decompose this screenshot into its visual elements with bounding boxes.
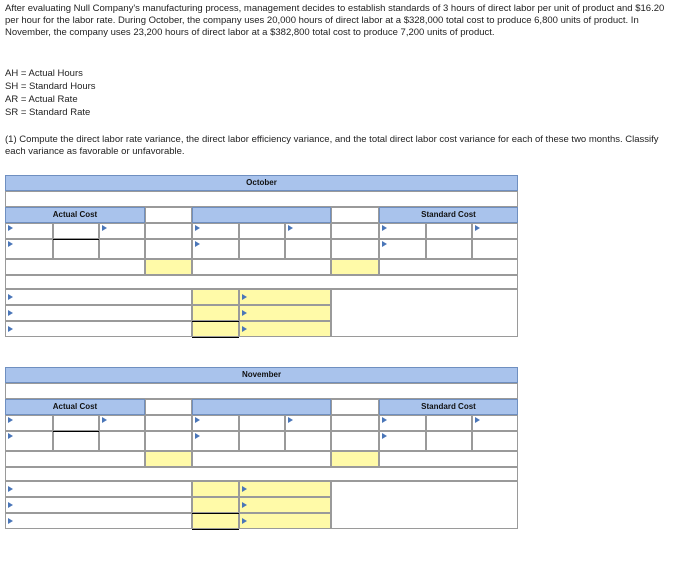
input-cell[interactable] — [53, 223, 99, 239]
dropdown-arrow-icon[interactable] — [242, 502, 247, 508]
variance-amount-cell[interactable] — [331, 451, 379, 467]
total-underline — [192, 337, 239, 338]
dropdown-arrow-icon[interactable] — [8, 310, 13, 316]
blank-box — [331, 415, 379, 431]
input-cell[interactable] — [426, 223, 472, 239]
variance-label-cell[interactable] — [5, 481, 192, 497]
variance-value-cell[interactable] — [192, 481, 239, 497]
variance-amount-cell[interactable] — [331, 259, 379, 275]
variance-classification-cell[interactable] — [239, 289, 331, 305]
blank-box — [331, 223, 379, 239]
variance-value-cell[interactable] — [192, 497, 239, 513]
variance-classification-cell[interactable] — [239, 321, 331, 337]
variance-value-cell[interactable] — [192, 321, 239, 337]
blank-box — [331, 431, 379, 451]
blank-box — [145, 431, 192, 451]
dropdown-arrow-icon[interactable] — [102, 225, 107, 231]
actual-cost-header: Actual Cost — [5, 207, 145, 223]
input-cell[interactable] — [99, 239, 145, 259]
dropdown-arrow-icon[interactable] — [8, 241, 13, 247]
total-underline — [53, 239, 99, 240]
variance-amount-cell[interactable] — [145, 451, 192, 467]
input-cell[interactable] — [426, 431, 472, 451]
blank-box — [331, 289, 518, 337]
dropdown-arrow-icon[interactable] — [102, 417, 107, 423]
dropdown-arrow-icon[interactable] — [382, 433, 387, 439]
variance-value-cell[interactable] — [192, 513, 239, 529]
variance-label-cell[interactable] — [5, 305, 192, 321]
input-cell[interactable] — [239, 223, 285, 239]
total-underline — [192, 513, 239, 514]
dropdown-arrow-icon[interactable] — [195, 417, 200, 423]
dropdown-arrow-icon[interactable] — [8, 326, 13, 332]
variance-classification-cell[interactable] — [239, 513, 331, 529]
blank-row — [5, 259, 145, 275]
problem-intro: After evaluating Null Company's manufacturing process, management decides to establish standards of 3 hours of direct labor per unit of product and $16.20 per hour for the labor rate. During October, the company uses 20,000 hours of direct labor at a $328,000 total cost to produce 6,800 units of product. In November, the company uses 23,200 hours of direct labor at a $382,800 total cost to produce 7,200 units of product. — [5, 3, 665, 38]
middle-header — [192, 399, 331, 415]
section-title-october: October — [5, 175, 518, 191]
blank-row — [192, 259, 331, 275]
variance-label-cell[interactable] — [5, 497, 192, 513]
input-cell[interactable] — [426, 415, 472, 431]
middle-header — [192, 207, 331, 223]
dropdown-arrow-icon[interactable] — [8, 417, 13, 423]
dropdown-arrow-icon[interactable] — [195, 225, 200, 231]
blank-box — [331, 239, 379, 259]
dropdown-arrow-icon[interactable] — [242, 326, 247, 332]
variance-classification-cell[interactable] — [239, 305, 331, 321]
definition-ar: AR = Actual Rate — [5, 94, 78, 105]
variance-classification-cell[interactable] — [239, 497, 331, 513]
total-underline — [192, 321, 239, 322]
blank-box — [145, 223, 192, 239]
blank-box — [331, 207, 379, 223]
dropdown-arrow-icon[interactable] — [8, 225, 13, 231]
input-cell[interactable] — [53, 415, 99, 431]
dropdown-arrow-icon[interactable] — [242, 518, 247, 524]
blank-box — [145, 399, 192, 415]
input-cell[interactable] — [285, 431, 331, 451]
dropdown-arrow-icon[interactable] — [382, 225, 387, 231]
input-cell[interactable] — [53, 431, 99, 451]
blank-row — [379, 259, 518, 275]
question-text: (1) Compute the direct labor rate variance, the direct labor efficiency variance, and the total direct labor cost variance for each of these two months. Classify each variance as favorable or unfavorable. — [5, 134, 659, 157]
dropdown-arrow-icon[interactable] — [242, 310, 247, 316]
dropdown-arrow-icon[interactable] — [475, 225, 480, 231]
dropdown-arrow-icon[interactable] — [475, 417, 480, 423]
standard-cost-header: Standard Cost — [379, 399, 518, 415]
total-underline — [53, 431, 99, 432]
blank-box — [145, 239, 192, 259]
variance-value-cell[interactable] — [192, 305, 239, 321]
input-cell[interactable] — [472, 239, 518, 259]
dropdown-arrow-icon[interactable] — [8, 294, 13, 300]
blank-box — [331, 481, 518, 529]
variance-value-cell[interactable] — [192, 289, 239, 305]
blank-box — [331, 399, 379, 415]
blank-row — [5, 451, 145, 467]
spacer-row — [5, 191, 518, 207]
spacer-row — [5, 467, 518, 481]
blank-box — [145, 415, 192, 431]
dropdown-arrow-icon[interactable] — [8, 518, 13, 524]
input-cell[interactable] — [53, 239, 99, 259]
definition-sh: SH = Standard Hours — [5, 81, 96, 92]
spacer-row — [5, 383, 518, 399]
variance-amount-cell[interactable] — [145, 259, 192, 275]
definition-sr: SR = Standard Rate — [5, 107, 91, 118]
blank-box — [145, 207, 192, 223]
variance-label-cell[interactable] — [5, 321, 192, 337]
dropdown-arrow-icon[interactable] — [8, 486, 13, 492]
section-title-november: November — [5, 367, 518, 383]
blank-row — [379, 451, 518, 467]
dropdown-arrow-icon[interactable] — [8, 502, 13, 508]
total-underline — [192, 529, 239, 530]
definition-ah: AH = Actual Hours — [5, 68, 83, 79]
input-cell[interactable] — [239, 239, 285, 259]
dropdown-arrow-icon[interactable] — [8, 433, 13, 439]
blank-row — [192, 451, 331, 467]
dropdown-arrow-icon[interactable] — [382, 417, 387, 423]
variance-label-cell[interactable] — [5, 289, 192, 305]
input-cell[interactable] — [285, 239, 331, 259]
input-cell[interactable] — [99, 431, 145, 451]
input-cell[interactable] — [239, 415, 285, 431]
input-cell[interactable] — [472, 431, 518, 451]
dropdown-arrow-icon[interactable] — [195, 433, 200, 439]
dropdown-arrow-icon[interactable] — [288, 417, 293, 423]
input-cell[interactable] — [426, 239, 472, 259]
dropdown-arrow-icon[interactable] — [288, 225, 293, 231]
dropdown-arrow-icon[interactable] — [242, 486, 247, 492]
definitions-list — [5, 67, 96, 119]
variance-classification-cell[interactable] — [239, 481, 331, 497]
actual-cost-header: Actual Cost — [5, 399, 145, 415]
standard-cost-header: Standard Cost — [379, 207, 518, 223]
dropdown-arrow-icon[interactable] — [195, 241, 200, 247]
dropdown-arrow-icon[interactable] — [382, 241, 387, 247]
dropdown-arrow-icon[interactable] — [242, 294, 247, 300]
input-cell[interactable] — [239, 431, 285, 451]
spacer-row — [5, 275, 518, 289]
variance-label-cell[interactable] — [5, 513, 192, 529]
